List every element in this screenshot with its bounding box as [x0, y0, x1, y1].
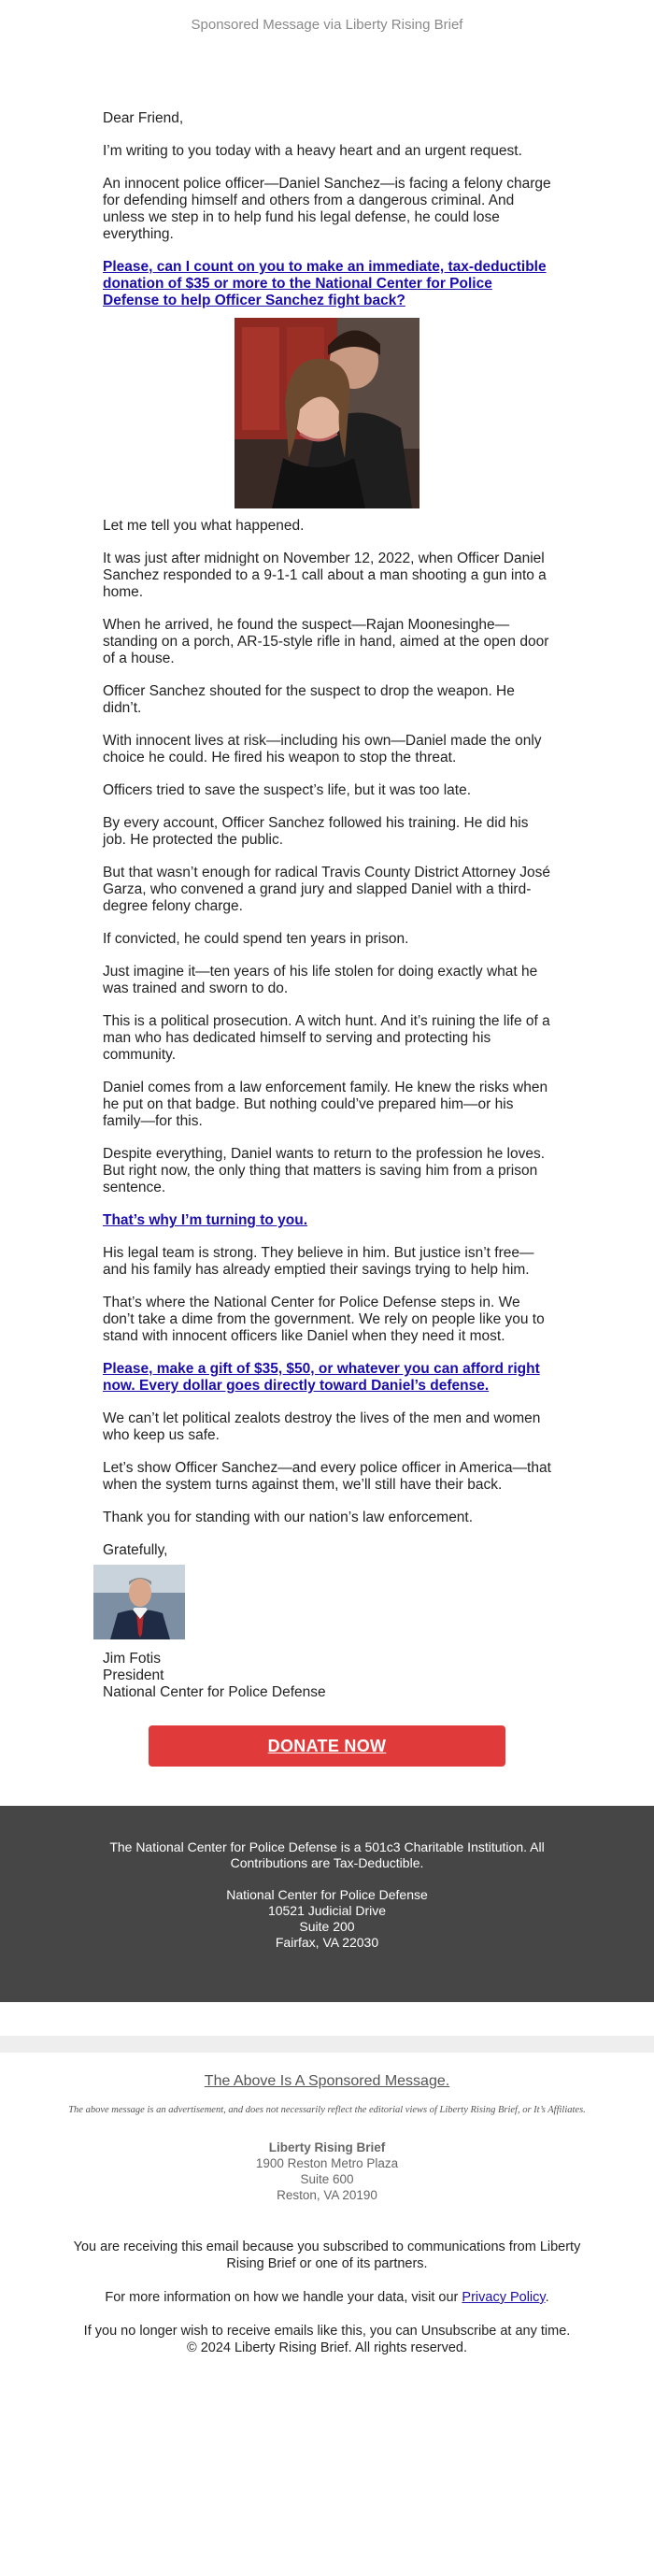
privacy-notice — [65, 2289, 589, 2306]
org-address-line1: 10521 Judicial Drive — [267, 1903, 387, 1918]
fine-print — [0, 2239, 654, 2356]
letter-body — [0, 110, 654, 1701]
org-city: Fairfax, VA 22030 — [275, 1935, 379, 1950]
signer-title: President — [103, 1667, 164, 1683]
divider-bar — [0, 2036, 654, 2053]
paragraph: That’s where the National Center for Police Defense steps in. We don’t take a dime from the government. We rely on people like you to stand with innocent officers like Daniel when they need it most. — [103, 1295, 545, 1344]
sponsored-header: Sponsored Message via Liberty Rising Brief — [191, 17, 463, 33]
privacy-policy-link[interactable]: Privacy Policy — [462, 2290, 546, 2305]
turning-to-you-link[interactable]: That’s why I’m turning to you. — [103, 1212, 308, 1228]
donate-wrap — [0, 1725, 654, 1767]
donate-now-button[interactable]: DONATE NOW — [149, 1725, 505, 1767]
privacy-suffix: . — [545, 2290, 549, 2305]
gift-ask-link[interactable]: Please, make a gift of $35, $50, or whatever you can afford right now. Every dollar goes directly toward Daniel’s defense. — [103, 1361, 540, 1394]
paragraph: We can’t let political zealots destroy the lives of the men and women who keep us safe. — [103, 1410, 541, 1443]
paragraph: By every account, Officer Sanchez followed his training. He did his job. He protected the public. — [103, 815, 529, 848]
greeting: Dear Friend, — [103, 110, 184, 126]
privacy-prefix: For more information on how we handle your data, visit our — [105, 2290, 462, 2305]
publisher-name: Liberty Rising Brief — [268, 2140, 386, 2154]
paragraph: If convicted, he could spend ten years in prison. — [103, 931, 409, 947]
paragraph: I’m writing to you today with a heavy heart and an urgent request. — [103, 143, 522, 159]
publisher-city: Reston, VA 20190 — [277, 2188, 377, 2202]
paragraph: Officers tried to save the suspect’s life, but it was too late. — [103, 782, 472, 798]
org-address-line2: Suite 200 — [299, 1919, 355, 1934]
officer-photo-wrap — [103, 318, 551, 510]
paragraph: Let me tell you what happened. — [103, 518, 305, 534]
officer-couple-photo — [235, 318, 419, 508]
signer-name: Jim Fotis — [103, 1651, 161, 1667]
paragraph: But that wasn’t enough for radical Travis County District Attorney José Garza, who convened a grand jury and slapped Daniel with a third-degree felony charge. — [103, 865, 551, 914]
publisher-address-line1: 1900 Reston Metro Plaza — [255, 2156, 399, 2170]
subscription-notice: You are receiving this email because you subscribed to communications from Liberty Rising Brief or one of its partners. — [73, 2240, 581, 2271]
publisher-address — [0, 2140, 654, 2203]
ad-footer — [0, 2053, 654, 2356]
closing: Gratefully, — [103, 1542, 168, 1558]
paragraph: Thank you for standing with our nation’s law enforcement. — [103, 1510, 474, 1525]
publisher-address-line2: Suite 600 — [300, 2172, 354, 2186]
paragraph: This is a political prosecution. A witch hunt. And it’s ruining the life of a man who has dedicated himself to serving and protecting his community. — [103, 1013, 550, 1063]
signer-org: National Center for Police Defense — [103, 1684, 326, 1700]
donation-ask-link[interactable]: Please, can I count on you to make an immediate, tax-deductible donation of $35 or more to the National Center for Police Defense to help Officer Sanchez fight back? — [103, 259, 547, 308]
paragraph: With innocent lives at risk—including his own—Daniel made the only choice he could. He fired his weapon to stop the threat. — [103, 733, 542, 766]
signer-photo — [93, 1565, 185, 1639]
paragraph: His legal team is strong. They believe in him. But justice isn’t free—and his family has already emptied their savings trying to help him. — [103, 1245, 534, 1278]
paragraph: An innocent police officer—Daniel Sanchez—is facing a felony charge for defending himself and others from a dangerous criminal. And unless we step in to help fund his legal defense, he could lose everything. — [103, 176, 551, 242]
org-footer — [0, 1806, 654, 2002]
paragraph: Despite everything, Daniel wants to return to the profession he loves. But right now, the only thing that matters is saving him from a prison sentence. — [103, 1146, 546, 1195]
paragraph: When he arrived, he found the suspect—Rajan Moonesinghe—standing on a porch, AR-15-style rifle in hand, aimed at the open door of a house. — [103, 617, 549, 666]
paragraph: Just imagine it—ten years of his life stolen for doing exactly what he was trained and sworn to do. — [103, 964, 538, 996]
unsubscribe-notice: If you no longer wish to receive emails like this, you can Unsubscribe at any time. — [83, 2324, 571, 2339]
paragraph: Let’s show Officer Sanchez—and every police officer in America—that when the system turns against them, we’ll still have their back. — [103, 1460, 551, 1493]
copyright: © 2024 Liberty Rising Brief. All rights reserved. — [186, 2340, 467, 2355]
tax-deductible-notice: The National Center for Police Defense is a 501c3 Charitable Institution. All Contributions are Tax-Deductible. — [109, 1839, 545, 1870]
paragraph: Officer Sanchez shouted for the suspect to drop the weapon. He didn’t. — [103, 683, 515, 716]
org-name: National Center for Police Defense — [226, 1887, 428, 1902]
sponsored-message-title: The Above Is A Sponsored Message. — [204, 2073, 450, 2089]
signature-block — [103, 1565, 551, 1701]
paragraph: Daniel comes from a law enforcement family. He knew the risks when he put on that badge. But nothing could’ve prepared him—or his family—for this. — [103, 1080, 548, 1129]
paragraph: It was just after midnight on November 12, 2022, when Officer Daniel Sanchez responded to a 9-1-1 call about a man shooting a gun into a home. — [103, 551, 547, 600]
spacer — [0, 2002, 654, 2036]
ad-disclaimer: The above message is an advertisement, and does not necessarily reflect the editorial views of Liberty Rising Brief, or It’s Affiliates. — [68, 2105, 586, 2115]
